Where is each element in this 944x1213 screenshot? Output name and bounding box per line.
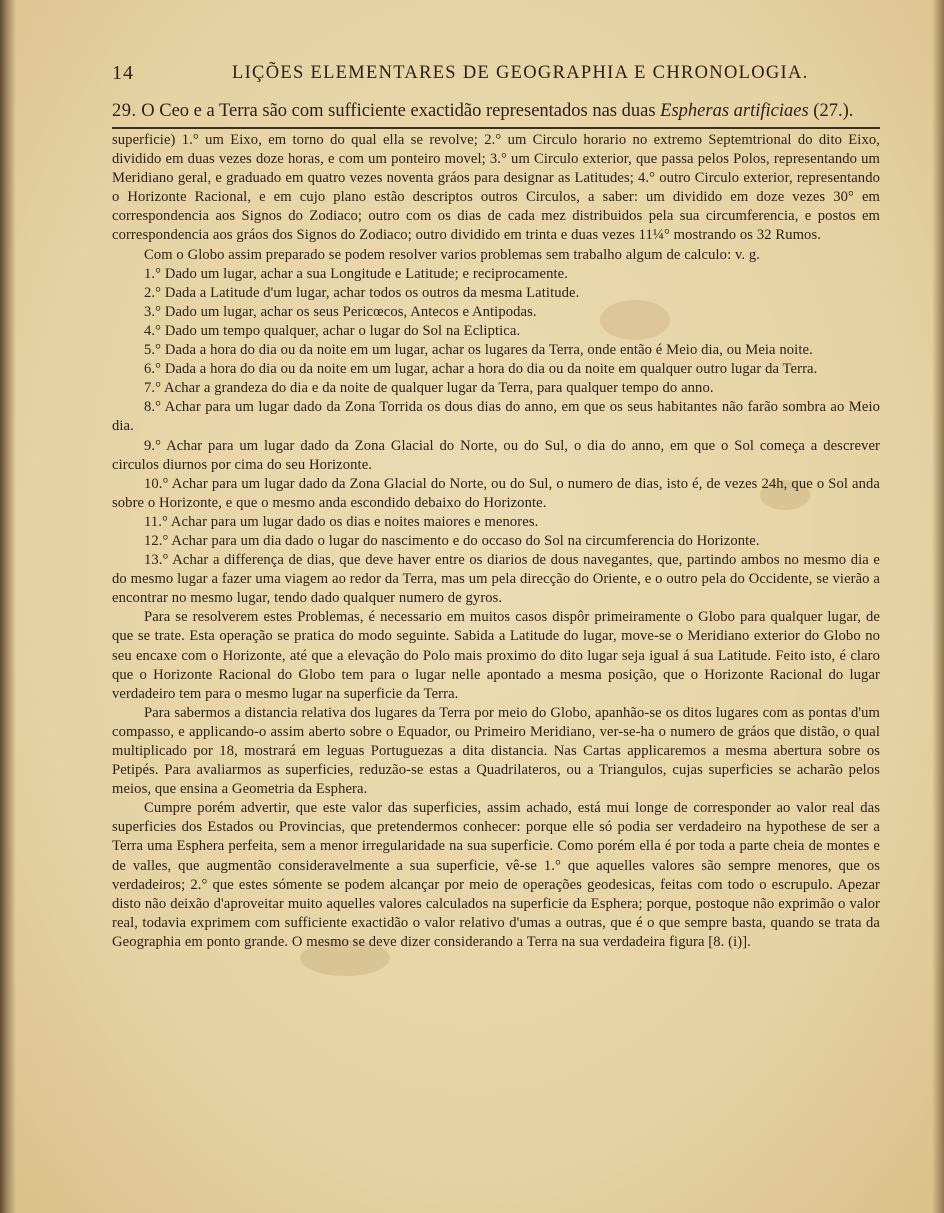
problem-item: 12.° Achar para um dia dado o lugar do nascimento e do occaso do Sol na circumferencia do Horizonte.	[144, 532, 760, 549]
problem-item: 1.° Dado um lugar, achar a sua Longitude e Latitude; e reciprocamente.	[144, 265, 568, 282]
running-title: LIÇÕES ELEMENTARES DE GEOGRAPHIA E CHRONOLOGIA.	[232, 63, 809, 83]
problem-item: 6.° Dada a hora do dia ou da noite em um lugar, achar a hora do dia ou da noite em qualquer outro lugar da Terra.	[144, 361, 818, 378]
problem-item: 2.° Dada a Latitude d'um lugar, achar todos os outros da mesma Latitude.	[144, 284, 580, 301]
page-number: 14	[112, 62, 134, 84]
section-lead-end: (27.).	[808, 101, 854, 121]
problem-item: 7.° Achar a grandeza do dia e da noite de qualquer lugar da Terra, para qualquer tempo do anno.	[144, 380, 714, 397]
paragraph: Cumpre porém advertir, que este valor das superficies, assim achado, está mui longe de corresponder ao valor real das superficies dos Estados ou Provincias, que pretendermos conhecer: porque elle só podia ser verdadeiro na hypothese de ser a Terra uma Esphera perfeita, sem a menor irregularidade na sua superficie. Como porém ella é por toda a parte cheia de montes e de valles, que augmentão consideravelmente a sua superficie, vê-se 1.° que aquelles valores são sempre menores, que os verdadeiros; 2.° que estes sómente se podem alcançar por meio de operações geodesicas, feitas com todo o escrupulo. Apezar disto não deixão d'aproveitar muito aquelles valores calculados na superficie da Esphera; porque, postoque não exprimão o valor real, todavia exprimem com sufficiente exactidão o valor relativo d'umas a outras, que é o que sempre basta, quando se trata da Geographia em ponto grande. O mesmo se deve dizer considerando a Terra na sua verdadeira figura [8. (i)].	[112, 800, 880, 950]
running-head	[112, 62, 854, 88]
problem-item: 10.° Achar para um lugar dado da Zona Glacial do Norte, ou do Sul, o numero de dias, isto é, de vezes 24h, que o Sol anda sobre o Horizonte, e que o mesmo anda escondido debaixo do Horizonte.	[112, 475, 880, 511]
problem-item: 4.° Dado um tempo qualquer, achar o lugar do Sol na Ecliptica.	[144, 322, 521, 339]
section-lead-italic: Espheras artificiaes	[660, 101, 809, 121]
problem-item: 9.° Achar para um lugar dado da Zona Glacial do Norte, ou do Sul, o dia do anno, em que o Sol começa a descrever circulos diurnos por cima do seu Horizonte.	[112, 437, 880, 473]
section-lead	[112, 98, 892, 124]
problem-item: 8.° Achar para um lugar dado da Zona Torrida os dous dias do anno, em que os seus habitantes não farão sombra ao Meio dia.	[112, 399, 880, 435]
body-text	[112, 131, 880, 952]
paragraph: Para se resolverem estes Problemas, é necessario em muitos casos dispôr primeiramente o Globo para qualquer lugar, de que se trate. Esta operação se pratica do modo seguinte. Sabida a Latitude do lugar, move-se o Meridiano exterior do Globo no seu encaxe com o Horizonte, até que a elevação do Polo mais proximo do dito lugar seja igual á sua Latitude. Feito isto, é claro que o Horizonte Racional do Globo tem para o lugar nelle apontado a mesma posição, que o Horizonte Racional do lugar verdadeiro tem para o mesmo lugar na superficie da Terra.	[112, 609, 880, 702]
problem-item: 5.° Dada a hora do dia ou da noite em um lugar, achar os lugares da Terra, onde então é Meio dia, ou Meia noite.	[144, 342, 813, 359]
section-number: 29.	[112, 101, 137, 121]
problem-item: 11.° Achar para um lugar dado os dias e noites maiores e menores.	[144, 513, 539, 530]
header-rule	[112, 127, 880, 129]
problem-item: 3.° Dado um lugar, achar os seus Pericœcos, Antecos e Antipodas.	[144, 303, 537, 320]
paragraph: superficie) 1.° um Eixo, em torno do qual ella se revolve; 2.° um Circulo horario no extremo Septemtrional do dito Eixo, dividido em duas vezes doze horas, e com um ponteiro movel; 3.° um Circulo exterior, que passa pelos Polos, representando um Meridiano geral, e graduado em quatro vezes noventa gráos para designar as Latitudes; 4.° outro Circulo exterior, representando o Horizonte Racional, e em cujo plano estão descriptos outros Circulos, a saber: um dividido em doze vezes 30° em correspondencia aos Signos do Zodiaco; outro com os dias de cada mez distribuidos pela sua circumferencia, e postos em correspondencia aos gráos dos Signos do Zodiaco; outro dividido em trinta e duas vezes 11¼° mostrando os 32 Rumos.	[112, 132, 880, 244]
paragraph: Com o Globo assim preparado se podem resolver varios problemas sem trabalho algum de calculo: v. g.	[144, 246, 761, 263]
page-right-edge	[932, 0, 944, 1213]
page-left-edge	[0, 0, 16, 1213]
problem-item: 13.° Achar a differença de dias, que deve haver entre os diarios de dous navegantes, que, partindo ambos no mesmo dia e do mesmo lugar a fazer uma viagem ao redor da Terra, mas um pela direcção do Oriente, e o outro pela do Occidente, se vierão a encontrar no mesmo lugar, tendo dado qualquer numero de gyros.	[112, 552, 880, 607]
section-lead-text: O Ceo e a Terra são com sufficiente exactidão representados nas duas	[141, 101, 661, 121]
paragraph: Para sabermos a distancia relativa dos lugares da Terra por meio do Globo, apanhão-se os ditos lugares com as pontas d'um compasso, e applicando-o assim aberto sobre o Equador, ou Primeiro Meridiano, ver-se-ha o numero de gráos que distão, o qual multiplicado por 18, mostrará em leguas Portuguezas a dita distancia. Nas Cartas applicaremos a mesma abertura sobre os Petipés. Para avaliarmos as superficies, reduzão-se estas a Quadrilateros, ou a Triangulos, cujas superficies se acharão pelos meios, que ensina a Geometria da Esphera.	[112, 704, 880, 798]
